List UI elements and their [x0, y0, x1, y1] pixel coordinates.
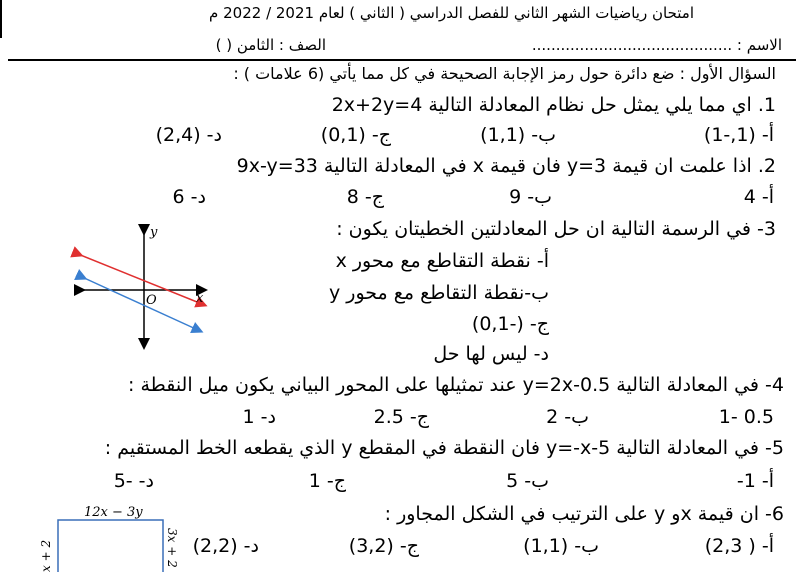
q4-option-b: ب- 2	[546, 406, 589, 428]
q2-option-c: ج- 8	[346, 186, 384, 208]
intersecting-lines-graph	[70, 222, 210, 352]
header-divider	[8, 59, 796, 61]
q5-option-d: د- -5	[113, 470, 154, 492]
question-2: 2. اذا علمت ان قيمة y=3 فان قيمة x في المعادلة التالية 9x-y=33	[236, 155, 776, 177]
q1-option-a: أ- (1,-1)	[703, 124, 774, 146]
question-1: 1. اي مما يلي يمثل حل نظام المعادلة التالية 2x+2y=4	[331, 94, 776, 116]
q2-option-b: ب- 9	[509, 186, 552, 208]
q5-option-b: ب- 5	[506, 470, 549, 492]
x-axis-label: x	[196, 291, 204, 306]
student-name-field: الاسم : ..........................................	[531, 36, 782, 54]
q4-option-d: د- 1	[242, 406, 276, 428]
rect-top-label: 12x − 3y	[84, 505, 143, 520]
rect-right-label: 3x + 2	[165, 528, 179, 568]
q6-option-c: ج- (3,2)	[348, 535, 419, 557]
class-field: الصف : الثامن ( )	[215, 36, 326, 54]
rect-left-label: x + 2	[39, 539, 53, 572]
question-3: 3- في الرسمة التالية ان حل المعادلتين الخطيتان يكون :	[336, 218, 776, 240]
question-6: 6- ان قيمة xو y على الترتيب في الشكل المجاور :	[384, 503, 784, 525]
q6-option-a: أ- ( 2,3)	[704, 535, 774, 557]
q4-option-c: ج- 2.5	[373, 406, 429, 428]
q1-option-c: ج- (0,1)	[320, 124, 391, 146]
rectangle-shape	[58, 520, 163, 572]
origin-label: O	[146, 293, 157, 308]
section-instruction: السؤال الأول : ضع دائرة حول رمز الإجابة الصحيحة في كل مما يأتي (6 علامات ) :	[233, 64, 776, 83]
question-4: 4- في المعادلة التالية y=2x-0.5 عند تمثيلها على المحور البياني يكون ميل النقطة :	[128, 374, 784, 396]
q1-option-d: د- (2,4)	[155, 124, 222, 146]
red-line	[78, 254, 202, 304]
corner-mark	[0, 0, 2, 38]
q6-option-d: د- (2,2)	[192, 535, 259, 557]
q1-option-b: ب- (1,1)	[480, 124, 556, 146]
y-axis-label: y	[150, 225, 158, 240]
q3-option-a: أ- نقطة التقاطع مع محور x	[335, 250, 549, 272]
blue-line	[82, 277, 198, 330]
q5-option-c: ج- 1	[308, 470, 346, 492]
q2-option-d: د- 6	[172, 186, 206, 208]
q6-option-b: ب- (1,1)	[523, 535, 599, 557]
q5-option-a: أ- 1-	[736, 470, 774, 492]
rectangle-figure	[36, 500, 186, 572]
q3-option-d: د- ليس لها حل	[433, 343, 549, 365]
question-5: 5- في المعادلة التالية y=-x-5 فان النقطة في المقطع y الذي يقطعه الخط المستقيم :	[104, 437, 784, 459]
q3-option-b: ب-نقطة التقاطع مع محور y	[329, 282, 549, 304]
exam-title: امتحان رياضيات الشهر الثاني للفصل الدراسي ( الثاني ) لعام 2021 / 2022 م	[209, 4, 694, 22]
q3-option-c: ج- (-0,1)	[471, 313, 549, 335]
q2-option-a: أ- 4	[743, 186, 774, 208]
q4-option-a: 1- 0.5	[718, 406, 774, 428]
